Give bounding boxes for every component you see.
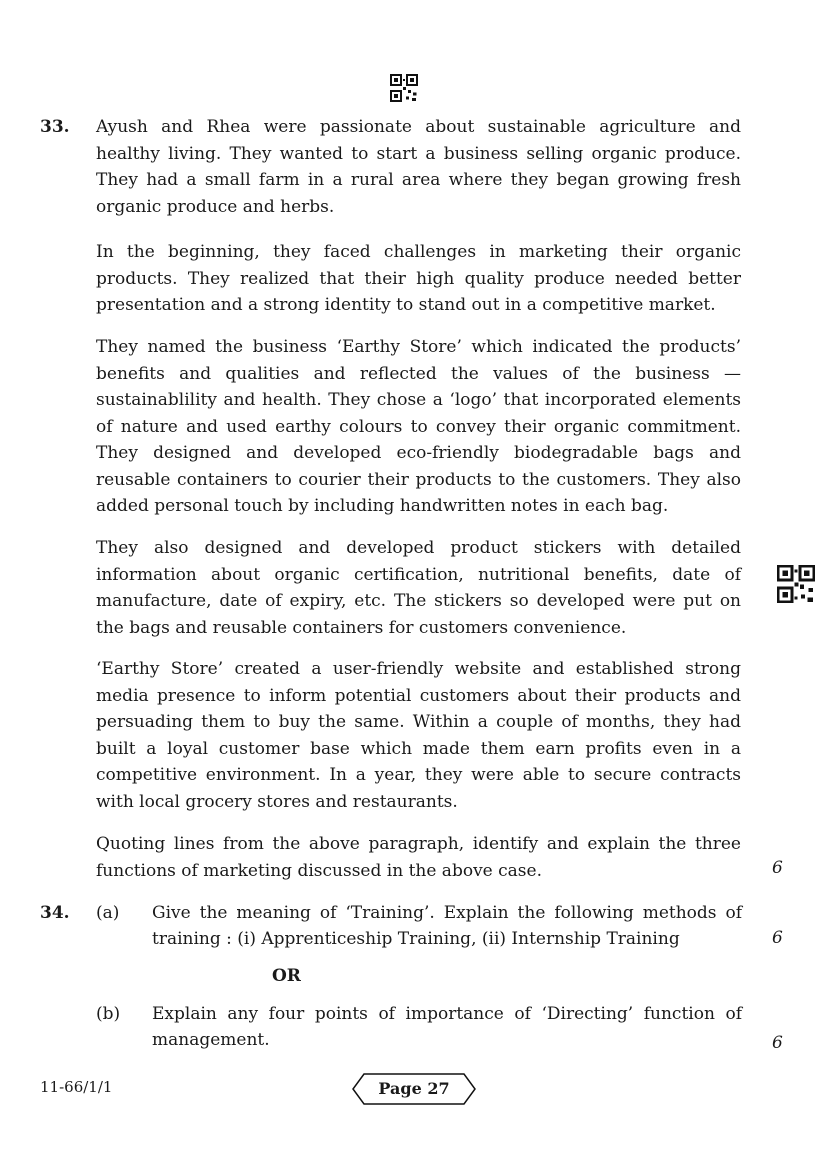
- qr-code-side-icon: [777, 565, 815, 603]
- question-number-34: 34.: [40, 903, 70, 923]
- q33-paragraph-2: In the beginning, they faced challenges in marketing their organic products. They realized that their high quality produce needed better presentation and a strong identity to stand out in a competitive market.: [96, 242, 741, 315]
- q33-prompt: Quoting lines from the above paragraph, identify and explain the three functions of marketing discussed in the above case.: [96, 834, 741, 881]
- page-number-label: Page 27: [378, 1079, 450, 1098]
- paper-code: 11-66/1/1: [40, 1078, 113, 1096]
- q33-marks: 6: [772, 858, 783, 878]
- q34-option-b-marks: 6: [772, 1033, 783, 1053]
- question-number-33: 33.: [40, 117, 70, 137]
- qr-code-top-icon: [390, 74, 418, 102]
- or-separator: OR: [272, 966, 301, 986]
- q33-paragraph-3: They named the business ‘Earthy Store’ which indicated the products’ benefits and qualities and reflected the values of the business — sustainablility and health. They chose a ‘logo’ that incorporated elements of nature and used earthy colours to convey their organic commitment. They designed and developed eco-friendly biodegradable bags and reusable containers to courier their products to the customers. They also added personal touch by including handwritten notes in each bag.: [96, 337, 741, 516]
- q33-paragraph-5: ‘Earthy Store’ created a user-friendly website and established strong media presence to inform potential customers about their products and persuading them to buy the same. Within a couple of months, they had built a loyal customer base which made them earn profits even in a competitive environment. In a year, they were able to secure contracts with local grocery stores and restaurants.: [96, 659, 741, 812]
- q33-paragraph-4: They also designed and developed product stickers with detailed information about organic certification, nutritional benefits, date of manufacture, date of expiry, etc. The stickers so developed were put on the bags and reusable containers for customers convenience.: [96, 538, 741, 638]
- page-number-badge: [352, 1073, 476, 1105]
- q33-paragraph-1: Ayush and Rhea were passionate about sustainable agriculture and healthy living. They wanted to start a business selling organic produce. They had a small farm in a rural area where they began growing fresh organic produce and herbs.: [96, 117, 741, 217]
- q34-option-a-label: (a): [96, 903, 120, 923]
- q34-option-b-text: Explain any four points of importance of ‘Directing’ function of management.: [152, 1004, 742, 1050]
- q34-option-b-label: (b): [96, 1004, 121, 1024]
- q34-option-a-marks: 6: [772, 928, 783, 948]
- q34-option-a-text: Give the meaning of ‘Training’. Explain the following methods of training : (i) Apprenticeship Training, (ii) Internship Training: [152, 903, 742, 949]
